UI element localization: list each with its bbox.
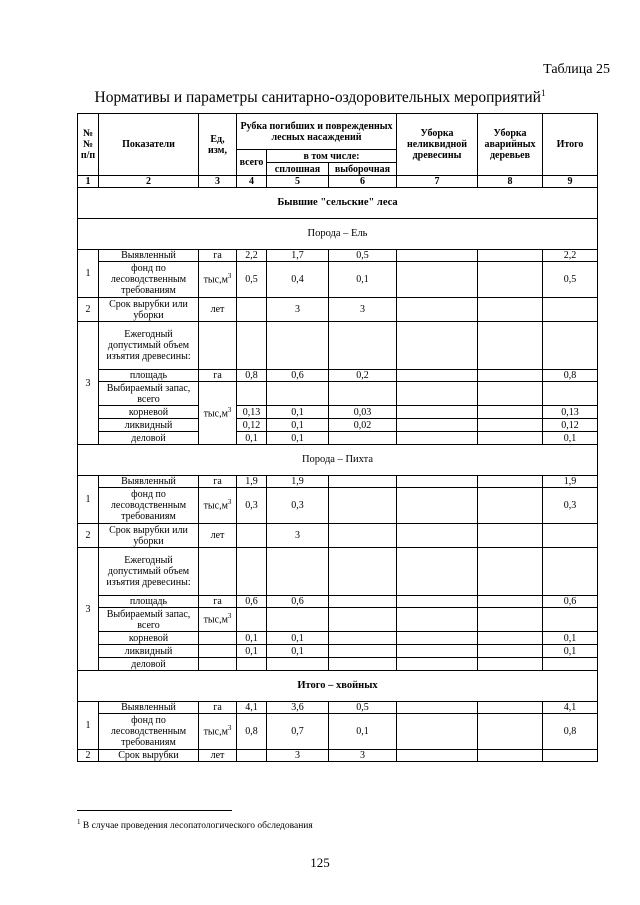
cell-empty — [478, 750, 543, 762]
cell-empty — [397, 298, 478, 322]
cell-label: Выявленный — [99, 476, 199, 488]
header-indicator: Показатели — [99, 114, 199, 176]
table-row — [78, 596, 598, 608]
cell-empty — [397, 658, 478, 671]
cell-value: 1,9 — [543, 476, 598, 488]
cell-empty — [478, 608, 543, 632]
cell-value: 0,5 — [329, 250, 397, 262]
cell-value: 0,1 — [543, 645, 598, 658]
table-row — [78, 322, 598, 370]
table-row — [78, 370, 598, 382]
section-fir-title: Порода – Пихта — [78, 445, 598, 476]
cell-empty — [267, 322, 329, 370]
cell-value: 1,9 — [237, 476, 267, 488]
cell-value: 0,8 — [543, 370, 598, 382]
cell-value: 3 — [267, 750, 329, 762]
row-number: 2 — [78, 298, 99, 322]
col-index: 4 — [237, 176, 267, 188]
cell-value: 2,2 — [237, 250, 267, 262]
cell-label: Ежегодный допустимый объем изъятия древесины: — [99, 322, 199, 370]
cell-empty — [237, 750, 267, 762]
header-emergency: Уборка аварийных деревьев — [478, 114, 543, 176]
cell-value: 0,3 — [237, 488, 267, 524]
row-number: 1 — [78, 476, 99, 524]
cell-empty — [199, 658, 237, 671]
table-label: Таблица 25 — [543, 62, 610, 77]
cell-value: 0,1 — [267, 406, 329, 419]
cell-empty — [329, 658, 397, 671]
header-total-all: всего — [237, 150, 267, 176]
cell-empty — [397, 322, 478, 370]
cell-unit — [199, 608, 237, 632]
title-footnote-mark: 1 — [540, 88, 546, 98]
table-row — [78, 702, 598, 714]
cell-label: деловой — [99, 432, 199, 445]
header-clear: сплошная — [267, 163, 329, 176]
cell-empty — [478, 322, 543, 370]
table-row — [78, 476, 598, 488]
unit-sup: 3 — [227, 612, 232, 621]
cell-empty — [478, 382, 543, 406]
cell-empty — [478, 298, 543, 322]
cell-label: Выявленный — [99, 250, 199, 262]
cell-empty — [329, 382, 397, 406]
cell-value: 3,6 — [267, 702, 329, 714]
section-row — [78, 671, 598, 702]
cell-label: Срок вырубки или уборки — [99, 524, 199, 548]
table-row — [78, 524, 598, 548]
header-felling: Рубка погибших и поврежденных лесных насаждений — [237, 114, 397, 150]
table-row — [78, 406, 598, 419]
cell-value: 0,13 — [237, 406, 267, 419]
table-row — [78, 250, 598, 262]
unit-text: тыс,м — [203, 500, 228, 512]
cell-value: 1,9 — [267, 476, 329, 488]
cell-empty — [237, 548, 267, 596]
table-row — [78, 382, 598, 406]
cell-unit: лет — [199, 298, 237, 322]
unit-text: тыс,м — [203, 614, 228, 626]
cell-label: ликвидный — [99, 419, 199, 432]
table-row — [78, 750, 598, 762]
cell-value: 0,4 — [267, 262, 329, 298]
cell-empty — [237, 298, 267, 322]
header-num: № № п/п — [78, 114, 99, 176]
cell-value: 0,6 — [237, 596, 267, 608]
cell-empty — [478, 419, 543, 432]
col-index: 9 — [543, 176, 598, 188]
section-spruce-title: Порода – Ель — [78, 219, 598, 250]
unit-text: тыс,м — [203, 408, 228, 420]
cell-empty — [329, 645, 397, 658]
cell-empty — [199, 632, 237, 645]
cell-empty — [329, 488, 397, 524]
page-title-text: Нормативы и параметры санитарно-оздоровительных мероприятий — [94, 89, 541, 107]
cell-empty — [478, 702, 543, 714]
cell-empty — [397, 632, 478, 645]
cell-value: 3 — [329, 750, 397, 762]
cell-empty — [199, 645, 237, 658]
cell-value: 0,1 — [267, 645, 329, 658]
row-number: 1 — [78, 702, 99, 750]
cell-value: 0,6 — [543, 596, 598, 608]
cell-value: 0,1 — [237, 432, 267, 445]
cell-empty — [397, 608, 478, 632]
cell-unit — [199, 488, 237, 524]
cell-empty — [199, 322, 237, 370]
cell-value: 0,03 — [329, 406, 397, 419]
cell-empty — [478, 370, 543, 382]
cell-value: 0,3 — [543, 488, 598, 524]
cell-value: 0,1 — [267, 632, 329, 645]
cell-empty — [543, 322, 598, 370]
cell-unit: лет — [199, 524, 237, 548]
row-number: 1 — [78, 250, 99, 298]
cell-empty — [397, 524, 478, 548]
cell-empty — [329, 476, 397, 488]
cell-empty — [267, 548, 329, 596]
header-total: Итого — [543, 114, 598, 176]
cell-empty — [543, 298, 598, 322]
cell-empty — [397, 262, 478, 298]
row-number: 2 — [78, 524, 99, 548]
cell-empty — [478, 406, 543, 419]
table-row — [78, 298, 598, 322]
table-row — [78, 488, 598, 524]
cell-empty — [397, 432, 478, 445]
cell-empty — [397, 702, 478, 714]
header-unit: Ед, изм, — [199, 114, 237, 176]
cell-unit — [199, 262, 237, 298]
cell-label: Срок вырубки или уборки — [99, 298, 199, 322]
section-row — [78, 219, 598, 250]
table-row — [78, 419, 598, 432]
header-including: в том числе: — [267, 150, 397, 163]
cell-value: 0,1 — [329, 262, 397, 298]
cell-empty — [237, 322, 267, 370]
cell-value: 3 — [267, 298, 329, 322]
cell-value: 4,1 — [543, 702, 598, 714]
cell-empty — [543, 382, 598, 406]
cell-label: корневой — [99, 632, 199, 645]
cell-empty — [478, 262, 543, 298]
cell-label: Выбираемый запас, всего — [99, 382, 199, 406]
cell-label: Выбираемый запас, всего — [99, 608, 199, 632]
cell-empty — [397, 548, 478, 596]
cell-value: 2,2 — [543, 250, 598, 262]
page-number: 125 — [310, 855, 330, 870]
section-row — [78, 188, 598, 219]
cell-unit: га — [199, 476, 237, 488]
cell-value: 0,8 — [237, 370, 267, 382]
cell-empty — [478, 632, 543, 645]
cell-value: 0,5 — [329, 702, 397, 714]
cell-value: 3 — [267, 524, 329, 548]
header-row-1 — [78, 114, 598, 150]
cell-label: Срок вырубки — [99, 750, 199, 762]
footnote-divider — [77, 810, 232, 811]
cell-unit: га — [199, 250, 237, 262]
table-row — [78, 645, 598, 658]
table-row — [78, 432, 598, 445]
col-index: 2 — [99, 176, 199, 188]
cell-empty — [237, 658, 267, 671]
cell-empty — [478, 250, 543, 262]
cell-empty — [478, 488, 543, 524]
col-index: 8 — [478, 176, 543, 188]
cell-label: корневой — [99, 406, 199, 419]
cell-value: 0,12 — [543, 419, 598, 432]
cell-value: 0,8 — [237, 714, 267, 750]
cell-unit — [199, 382, 237, 445]
cell-label: деловой — [99, 658, 199, 671]
cell-value: 0,8 — [543, 714, 598, 750]
header-selective: выборочная — [329, 163, 397, 176]
col-index: 5 — [267, 176, 329, 188]
table-row — [78, 714, 598, 750]
cell-empty — [237, 608, 267, 632]
cell-value: 0,1 — [543, 432, 598, 445]
cell-empty — [397, 750, 478, 762]
cell-label: Ежегодный допустимый объем изъятия древесины: — [99, 548, 199, 596]
cell-empty — [329, 432, 397, 445]
cell-empty — [543, 750, 598, 762]
cell-empty — [329, 632, 397, 645]
cell-value: 0,1 — [543, 632, 598, 645]
cell-empty — [237, 382, 267, 406]
cell-label: фонд по лесоводственным требованиям — [99, 488, 199, 524]
cell-empty — [478, 524, 543, 548]
section-conifer-title: Итого – хвойных — [78, 671, 598, 702]
header-illiquid: Уборка неликвидной древесины — [397, 114, 478, 176]
unit-text: тыс,м — [203, 274, 228, 286]
cell-value: 4,1 — [237, 702, 267, 714]
cell-empty — [478, 658, 543, 671]
cell-unit: лет — [199, 750, 237, 762]
cell-empty — [397, 406, 478, 419]
cell-value: 0,5 — [543, 262, 598, 298]
cell-value: 0,02 — [329, 419, 397, 432]
cell-label: Выявленный — [99, 702, 199, 714]
unit-sup: 3 — [227, 498, 232, 507]
cell-value: 0,1 — [267, 432, 329, 445]
cell-empty — [543, 658, 598, 671]
cell-label: площадь — [99, 370, 199, 382]
cell-empty — [237, 524, 267, 548]
footnote — [77, 818, 313, 831]
unit-sup: 3 — [227, 724, 232, 733]
cell-value: 0,13 — [543, 406, 598, 419]
section-row — [78, 445, 598, 476]
cell-empty — [543, 524, 598, 548]
unit-text: тыс,м — [203, 726, 228, 738]
cell-unit: га — [199, 370, 237, 382]
table-row — [78, 608, 598, 632]
cell-value: 0,7 — [267, 714, 329, 750]
cell-value: 0,2 — [329, 370, 397, 382]
cell-empty — [397, 645, 478, 658]
cell-value: 0,5 — [237, 262, 267, 298]
norms-table — [77, 113, 598, 762]
cell-value: 3 — [329, 298, 397, 322]
cell-empty — [329, 524, 397, 548]
footnote-text: В случае проведения лесопатологического обследования — [82, 821, 313, 832]
row-number: 3 — [78, 548, 99, 671]
cell-empty — [543, 608, 598, 632]
cell-empty — [478, 596, 543, 608]
table-row — [78, 658, 598, 671]
cell-empty — [329, 322, 397, 370]
cell-value: 0,12 — [237, 419, 267, 432]
col-index: 7 — [397, 176, 478, 188]
cell-empty — [397, 419, 478, 432]
cell-empty — [329, 596, 397, 608]
cell-empty — [397, 714, 478, 750]
cell-empty — [397, 382, 478, 406]
cell-label: фонд по лесоводственным требованиям — [99, 714, 199, 750]
footnote-mark: 1 — [77, 818, 81, 826]
unit-sup: 3 — [227, 272, 232, 281]
cell-empty — [329, 548, 397, 596]
cell-empty — [267, 382, 329, 406]
cell-empty — [397, 488, 478, 524]
cell-empty — [267, 608, 329, 632]
cell-value: 0,1 — [329, 714, 397, 750]
unit-sup: 3 — [227, 405, 232, 414]
table-row — [78, 632, 598, 645]
page-title — [0, 88, 640, 107]
cell-empty — [478, 714, 543, 750]
cell-unit — [199, 714, 237, 750]
cell-value: 0,1 — [267, 419, 329, 432]
cell-empty — [478, 548, 543, 596]
cell-label: ликвидный — [99, 645, 199, 658]
column-index-row — [78, 176, 598, 188]
table-row — [78, 262, 598, 298]
cell-empty — [397, 370, 478, 382]
col-index: 6 — [329, 176, 397, 188]
cell-unit: га — [199, 702, 237, 714]
cell-value: 0,3 — [267, 488, 329, 524]
cell-empty — [478, 476, 543, 488]
cell-empty — [199, 548, 237, 596]
cell-value: 0,6 — [267, 370, 329, 382]
cell-label: фонд по лесоводственным требованиям — [99, 262, 199, 298]
cell-value: 0,1 — [237, 632, 267, 645]
cell-empty — [397, 250, 478, 262]
row-number: 2 — [78, 750, 99, 762]
col-index: 3 — [199, 176, 237, 188]
cell-empty — [329, 608, 397, 632]
row-number: 3 — [78, 322, 99, 445]
table-row — [78, 548, 598, 596]
cell-value: 0,1 — [237, 645, 267, 658]
cell-value: 0,6 — [267, 596, 329, 608]
col-index: 1 — [78, 176, 99, 188]
cell-empty — [543, 548, 598, 596]
cell-empty — [478, 432, 543, 445]
cell-empty — [397, 596, 478, 608]
cell-empty — [267, 658, 329, 671]
cell-empty — [478, 645, 543, 658]
section-main-title: Бывшие "сельские" леса — [78, 188, 598, 219]
cell-label: площадь — [99, 596, 199, 608]
cell-value: 1,7 — [267, 250, 329, 262]
cell-empty — [397, 476, 478, 488]
cell-unit: га — [199, 596, 237, 608]
